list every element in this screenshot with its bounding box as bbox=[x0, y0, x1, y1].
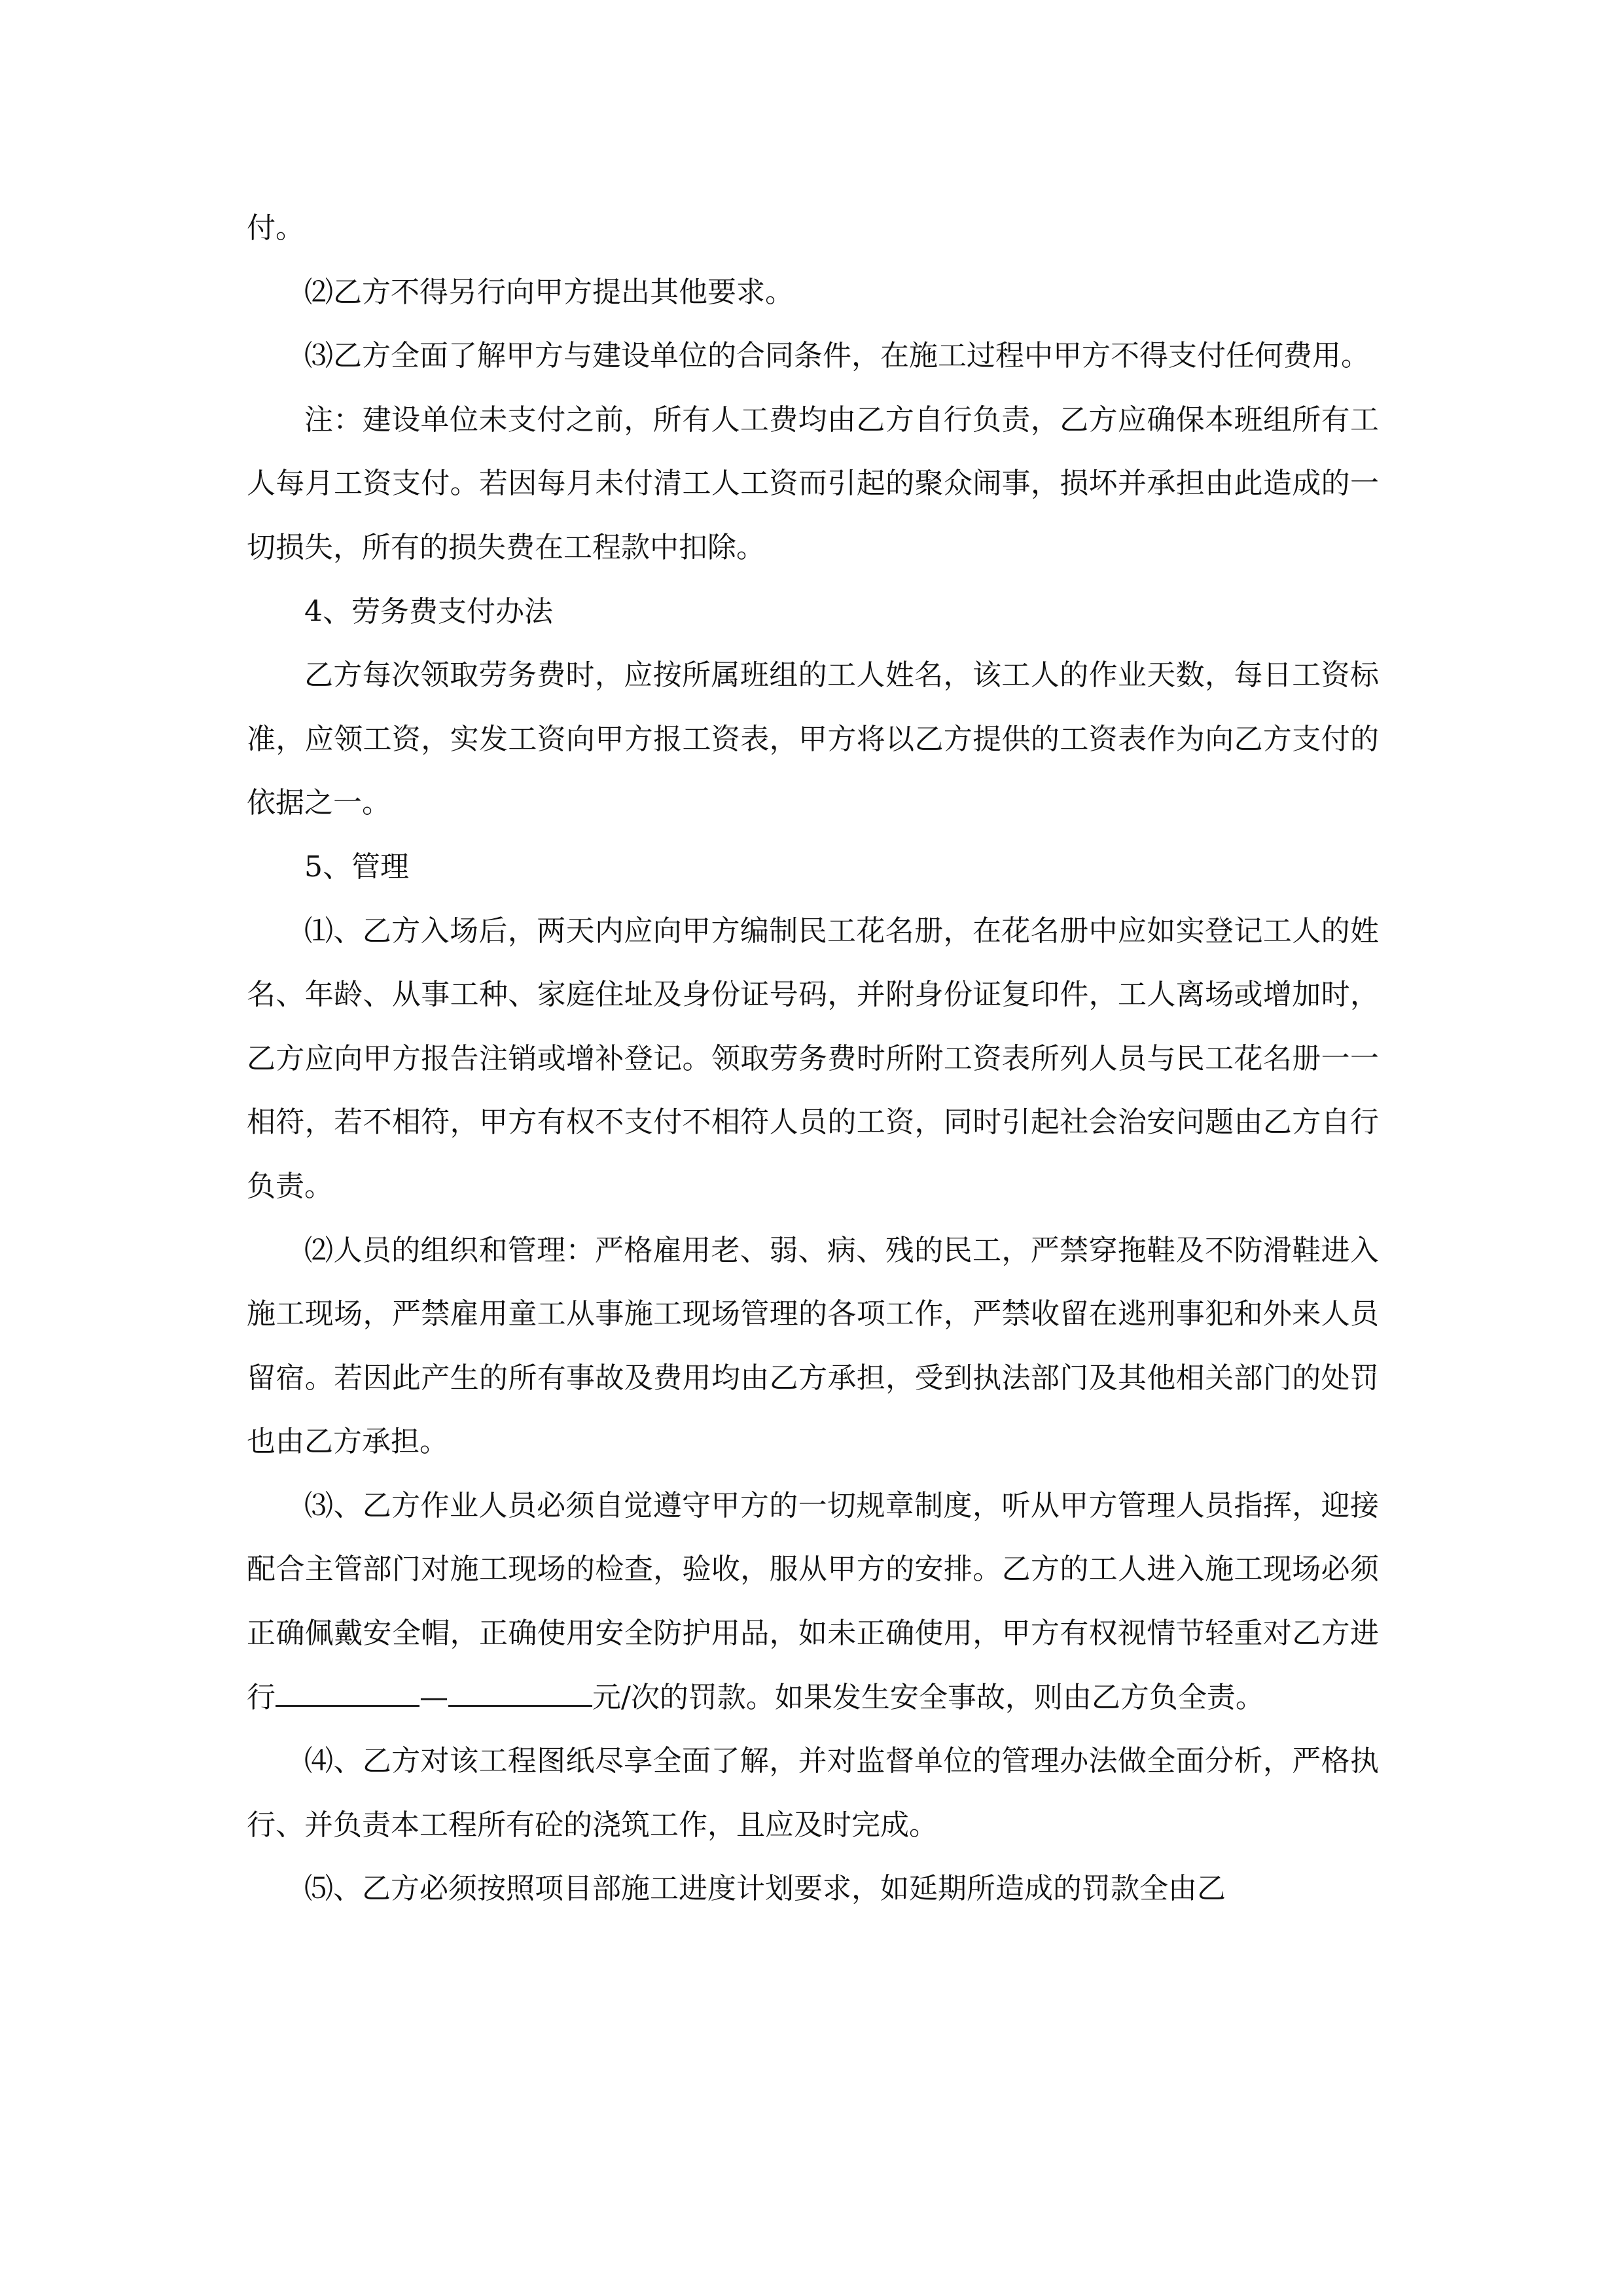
paragraph-management-1: ⑴、乙方入场后，两天内应向甲方编制民工花名册，在花名册中应如实登记工人的姓名、年龄、从事工种、家庭住址及身份证号码，并附身份证复印件，工人离场或增加时，乙方应向甲方报告注销或增补登记。领取劳务费时所附工资表所列人员与民工花名册一一相符，若不相符，甲方有权不支付不相符人员的工资，同时引起社会治安问题由乙方自行负责。 bbox=[247, 914, 1379, 1203]
range-dash: — bbox=[419, 1680, 448, 1714]
paragraph-note: 注：建设单位未支付之前，所有人工费均由乙方自行负责，乙方应确保本班组所有工人每月工资支付。若因每月未付清工人工资而引起的聚众闹事，损坏并承担由此造成的一切损失，所有的损失费在工程款中扣除。 bbox=[247, 403, 1379, 564]
paragraph-payment-method: 乙方每次领取劳务费时，应按所属班组的工人姓名，该工人的作业天数，每日工资标准，应领工资，实发工资向甲方报工资表，甲方将以乙方提供的工资表作为向乙方支付的依据之一。 bbox=[247, 658, 1379, 820]
paragraph-continuation: 付。 bbox=[247, 211, 304, 245]
paragraph-clause-3: ⑶乙方全面了解甲方与建设单位的合同条件，在施工过程中甲方不得支付任何费用。 bbox=[304, 339, 1370, 373]
paragraph-clause-2: ⑵乙方不得另行向甲方提出其他要求。 bbox=[304, 275, 794, 309]
document-body bbox=[247, 196, 1379, 1921]
paragraph-management-2: ⑵人员的组织和管理：严格雇用老、弱、病、残的民工，严禁穿拖鞋及不防滑鞋进入施工现场，严禁雇用童工从事施工现场管理的各项工作，严禁收留在逃刑事犯和外来人员留宿。若因此产生的所有事故及费用均由乙方承担，受到执法部门及其他相关部门的处罚也由乙方承担。 bbox=[247, 1233, 1379, 1459]
fine-min-blank bbox=[276, 1676, 419, 1707]
fine-max-blank bbox=[448, 1676, 592, 1707]
paragraph-management-3 bbox=[247, 1474, 1379, 1729]
paragraph-management-4: ⑷、乙方对该工程图纸尽享全面了解，并对监督单位的管理办法做全面分析，严格执行、并负责本工程所有砼的浇筑工作，且应及时完成。 bbox=[247, 1744, 1379, 1842]
section-heading-management: 5、管理 bbox=[304, 850, 409, 884]
section-heading-payment: 4、劳务费支付办法 bbox=[304, 594, 553, 628]
safety-text-after: 元/次的罚款。如果发生安全事故，则由乙方负全责。 bbox=[592, 1680, 1264, 1714]
safety-text-before: ⑶、乙方作业人员必须自觉遵守甲方的一切规章制度，听从甲方管理人员指挥，迎接配合主管部门对施工现场的检查，验收，服从甲方的安排。乙方的工人进入施工现场必须正确佩戴安全帽，正确使用安全防护用品，如未正确使用，甲方有权视情节轻重对乙方进行 bbox=[247, 1488, 1379, 1714]
paragraph-management-5: ⑸、乙方必须按照项目部施工进度计划要求，如延期所造成的罚款全由乙 bbox=[304, 1872, 1226, 1906]
